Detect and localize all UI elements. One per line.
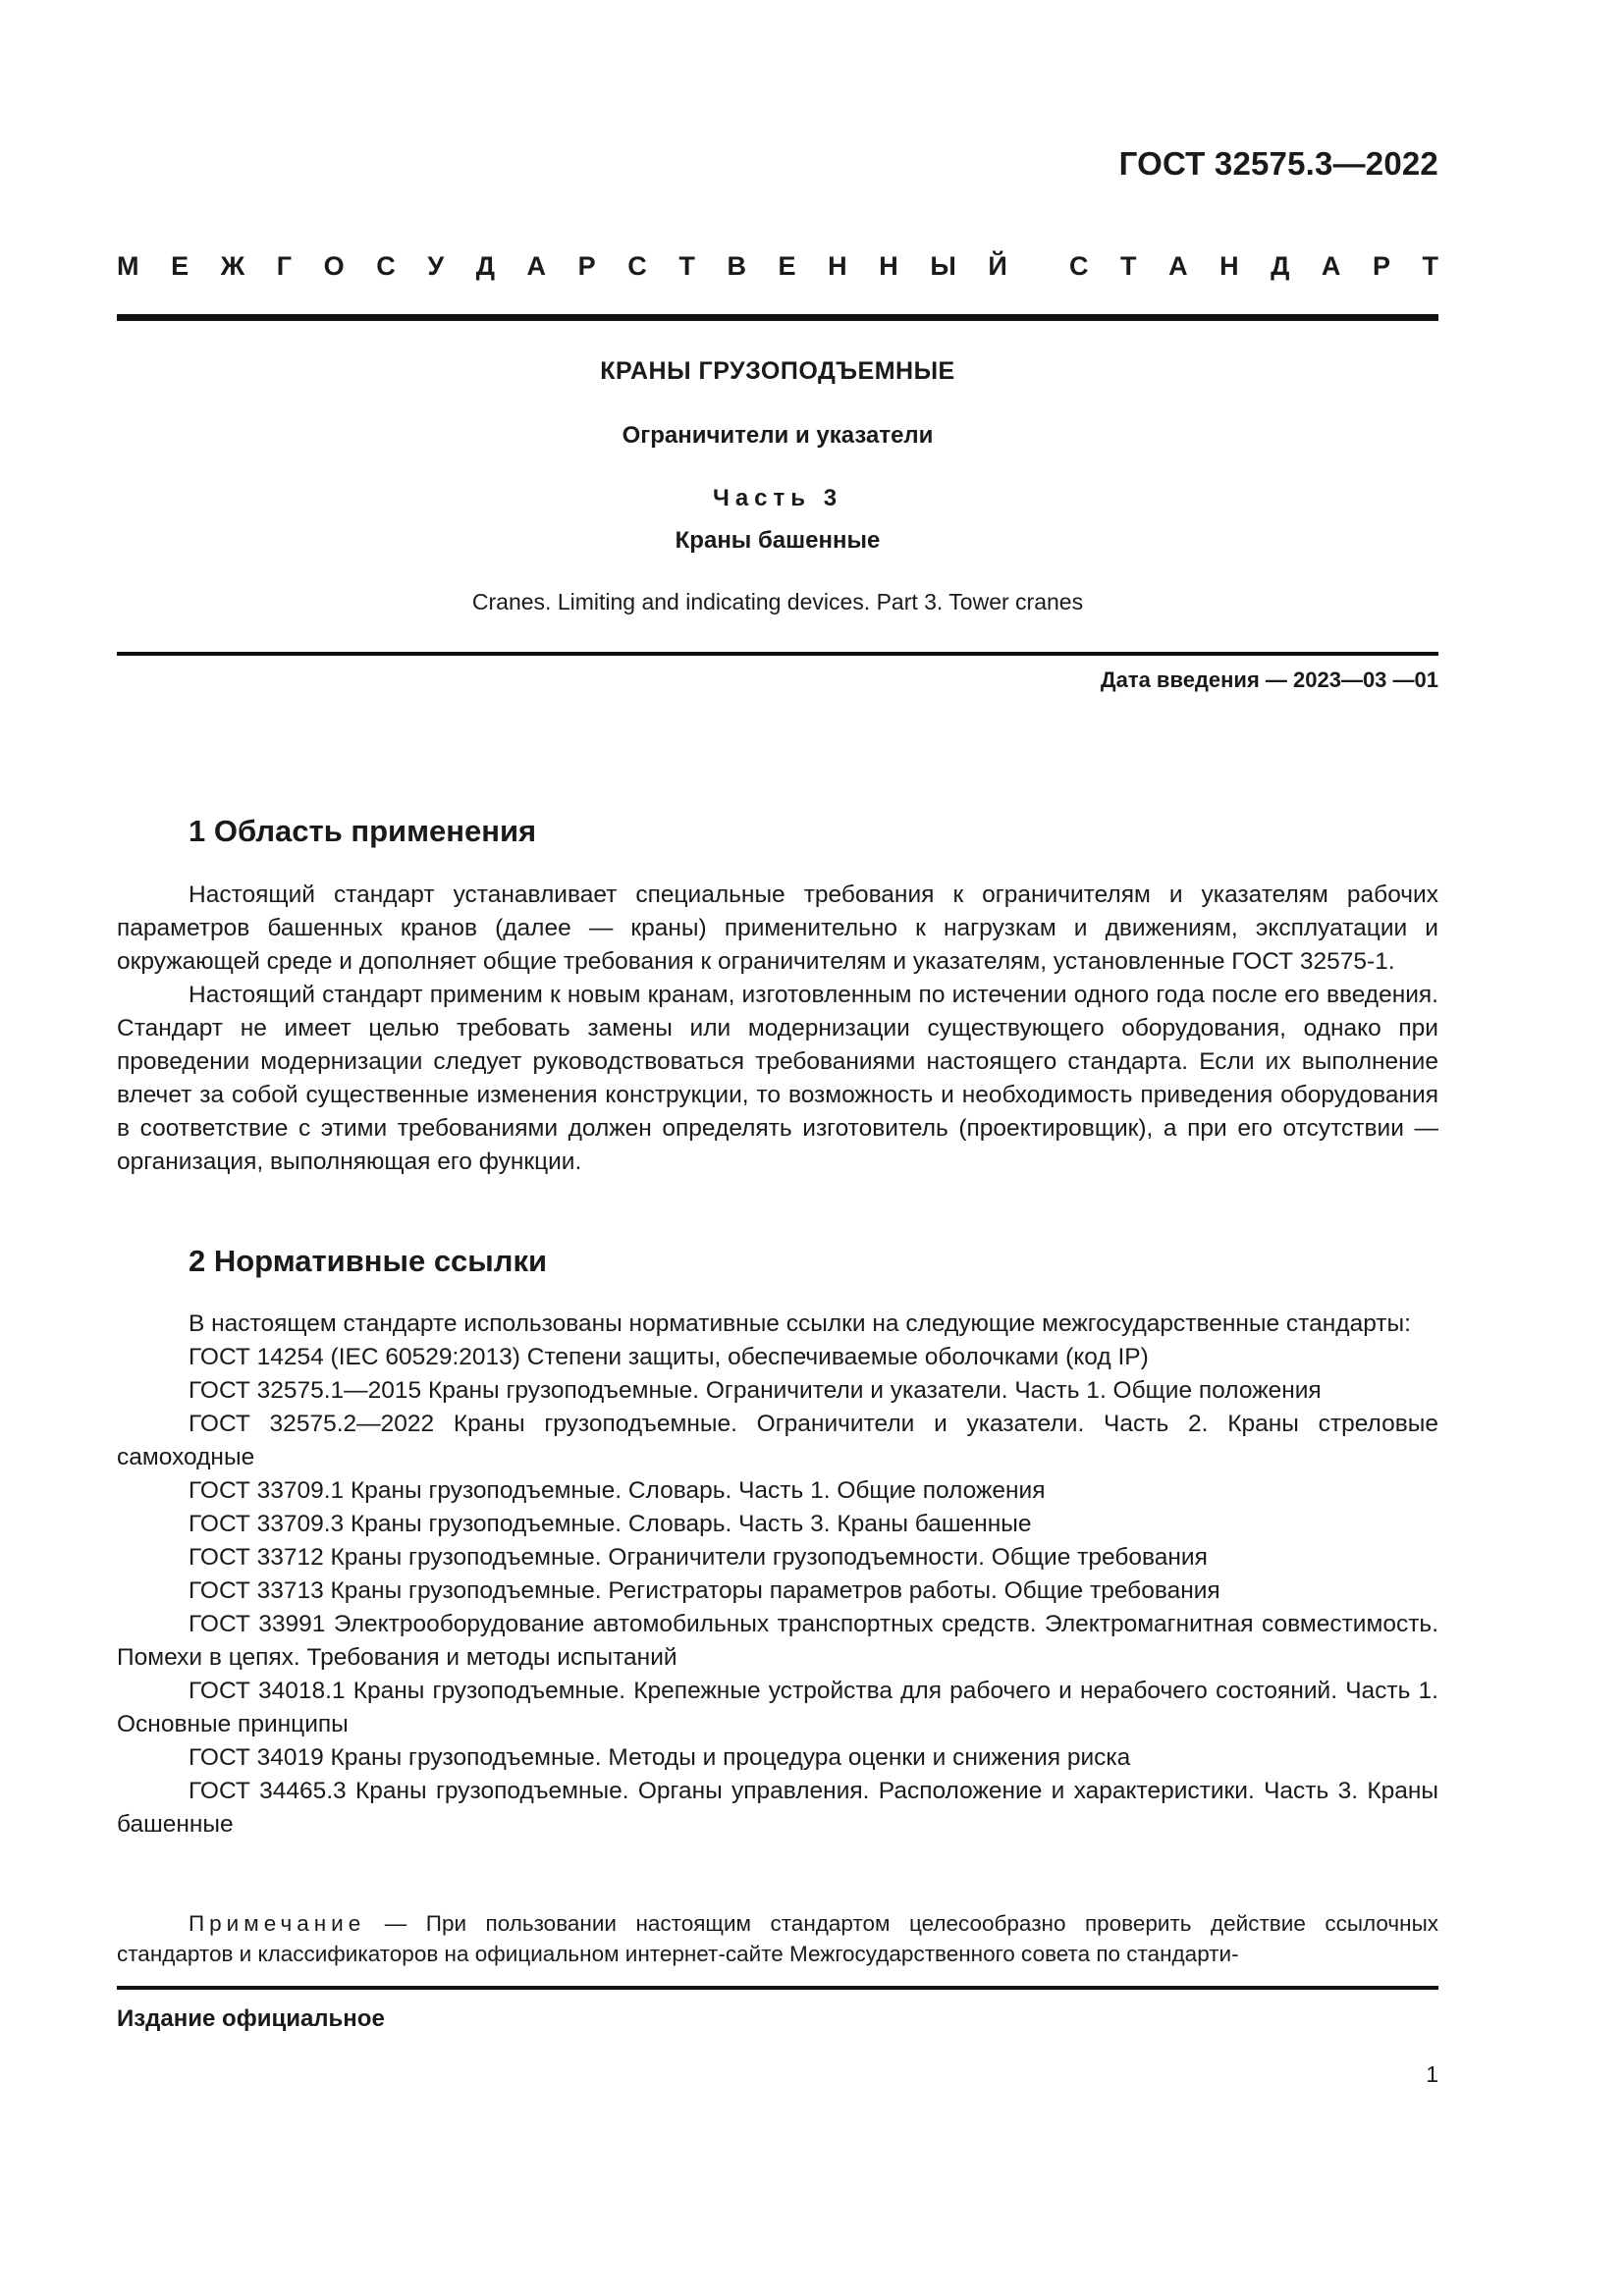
banner-letter: Т [678,251,695,281]
banner-letter: А [526,251,547,281]
header-rule [117,314,1438,321]
reference-item: ГОСТ 14254 (IEC 60529:2013) Степени защиты, обеспечиваемые оболочками (код IP) [189,1344,1149,1370]
standard-code: ГОСТ 32575.3—2022 [1118,145,1438,182]
banner-letter: Д [1271,251,1290,281]
banner-letter: Е [171,251,189,281]
banner-letter: Н [1219,251,1239,281]
banner-letter: Н [879,251,898,281]
banner-letter: С [627,251,647,281]
reference-item: ГОСТ 34465.3 Краны грузоподъемные. Органы управления. Расположение и характеристики. Часть 3. Краны башенные [117,1778,1438,1838]
standard-word [1069,251,1438,282]
banner-letter: Р [1372,251,1390,281]
banner-letter: Т [1422,251,1438,281]
section-2-body [117,1308,1438,1842]
banner-letter: А [1321,251,1341,281]
page-number: 1 [1426,2061,1438,2087]
banner-letter: Т [1120,251,1137,281]
reference-item: ГОСТ 33712 Краны грузоподъемные. Ограничители грузоподъемности. Общие требования [189,1544,1208,1571]
banner-letter: С [1069,251,1089,281]
reference-item: ГОСТ 33709.1 Краны грузоподъемные. Словарь. Часть 1. Общие положения [189,1477,1046,1504]
footer-rule [117,1986,1438,1990]
part-title: Краны башенные [675,527,881,554]
reference-item: ГОСТ 33709.3 Краны грузоподъемные. Словарь. Часть 3. Краны башенные [189,1511,1032,1537]
banner-letter: О [323,251,345,281]
paragraph: Настоящий стандарт применим к новым кранам, изготовленным по истечении одного года после его введения. Стандарт не имеет целью требовать замены или модернизации существующего оборудования, однако при проведении модернизации следует руководствоваться требованиями настоящего стандарта. Если их выполнение влечет за собой существенные изменения конструкции, то возможность и необходимость приведения оборудования в соответствие с этими требованиями должен определять изготовитель (проектировщик), а при его отсутствии — организация, выполняющая его функции. [117,982,1438,1175]
reference-item: ГОСТ 32575.2—2022 Краны грузоподъемные. Ограничители и указатели. Часть 2. Краны стреловые самоходные [117,1411,1438,1470]
part-label: Часть 3 [712,485,843,511]
official-edition-label: Издание официальное [117,2005,385,2032]
interstate-standard-banner [117,251,1438,282]
section-1-body [117,879,1438,1179]
paragraph: В настоящем стандарте использованы нормативные ссылки на следующие межгосударственные стандарты: [189,1310,1411,1337]
banner-letter: У [427,251,445,281]
banner-letter: Д [475,251,495,281]
note-text: — При пользовании настоящим стандартом целесообразно проверить действие ссылочных стандартов и классификаторов на официальном интернет-сайте Межгосударственного совета по стандарти- [117,1911,1438,1966]
document-subtitle: Ограничители и указатели [622,422,934,449]
banner-letter: Ж [220,251,245,281]
reference-item: ГОСТ 32575.1—2015 Краны грузоподъемные. Ограничители и указатели. Часть 1. Общие положения [189,1377,1322,1404]
banner-letter: Ы [930,251,956,281]
english-title: Cranes. Limiting and indicating devices. Part 3. Tower cranes [471,589,1084,614]
banner-letter: В [727,251,746,281]
paragraph: Настоящий стандарт устанавливает специальные требования к ограничителям и указателям рабочих параметров башенных кранов (далее — краны) применительно к нагрузкам и движениям, эксплуатации и окружающей среде и дополняет общие требования к ограничителям и указателям, установленные ГОСТ 32575-1. [117,881,1438,975]
banner-letter: Й [988,251,1007,281]
note [117,1908,1438,1969]
section-2-heading: 2 Нормативные ссылки [189,1244,548,1278]
interstate-word [117,251,1007,282]
document-title: КРАНЫ ГРУЗОПОДЪЕМНЫЕ [600,357,955,385]
banner-letter: Н [828,251,847,281]
banner-letter: А [1168,251,1188,281]
banner-letter: Е [778,251,796,281]
title-rule [117,652,1438,656]
note-label: Примечание [189,1911,366,1936]
banner-letter: М [117,251,139,281]
banner-letter: С [376,251,396,281]
reference-item: ГОСТ 34018.1 Краны грузоподъемные. Крепежные устройства для рабочего и нерабочего состояний. Часть 1. Основные принципы [117,1678,1438,1737]
reference-item: ГОСТ 33713 Краны грузоподъемные. Регистраторы параметров работы. Общие требования [189,1577,1220,1604]
reference-item: ГОСТ 34019 Краны грузоподъемные. Методы и процедура оценки и снижения риска [189,1744,1131,1771]
section-1-heading: 1 Область применения [189,814,537,848]
banner-letter: Г [276,251,293,281]
introduction-date: Дата введения — 2023—03 —01 [1100,667,1438,692]
banner-letter: Р [577,251,596,281]
reference-item: ГОСТ 33991 Электрооборудование автомобильных транспортных средств. Электромагнитная совместимость. Помехи в цепях. Требования и методы испытаний [117,1611,1438,1671]
